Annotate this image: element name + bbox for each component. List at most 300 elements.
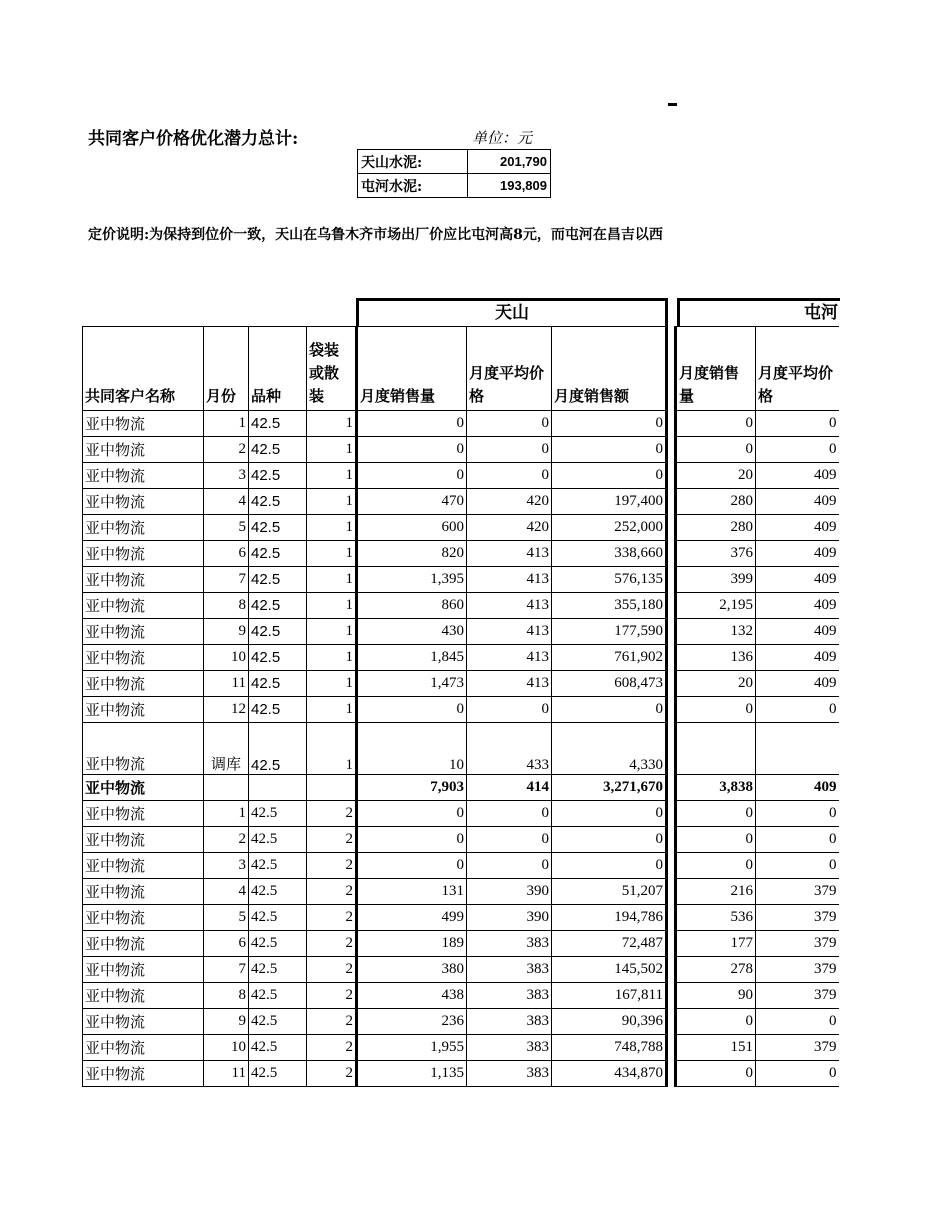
table-row xyxy=(83,463,839,489)
table-cell: 131 xyxy=(357,879,467,905)
table-cell xyxy=(249,775,307,801)
table-row xyxy=(83,697,839,723)
column-gap xyxy=(667,541,676,567)
table-cell: 0 xyxy=(467,437,552,463)
table-cell: 379 xyxy=(756,931,839,957)
table-cell: 7 xyxy=(204,957,249,983)
pricing-note: 定价说明:为保持到位价一致，天山在乌鲁木齐市场出厂价应比屯河高8元，而屯河在昌吉以西 xyxy=(88,227,663,243)
table-row xyxy=(83,723,839,775)
table-cell: 0 xyxy=(676,827,756,853)
table-cell: 20 xyxy=(676,671,756,697)
table-cell: 亚中物流 xyxy=(83,645,204,671)
table-cell: 380 xyxy=(357,957,467,983)
table-cell: 383 xyxy=(467,1035,552,1061)
table-cell: 0 xyxy=(676,853,756,879)
column-gap xyxy=(667,489,676,515)
table-cell: 0 xyxy=(357,853,467,879)
table-cell: 亚中物流 xyxy=(83,437,204,463)
table-cell: 亚中物流 xyxy=(83,1035,204,1061)
table-cell: 0 xyxy=(357,437,467,463)
table-cell: 0 xyxy=(676,437,756,463)
column-gap xyxy=(667,853,676,879)
table-cell: 42.5 xyxy=(249,801,307,827)
table-cell: 1 xyxy=(307,411,357,437)
table-cell: 1 xyxy=(307,515,357,541)
column-gap xyxy=(667,671,676,697)
unit-label: 单位：元 xyxy=(472,129,533,147)
table-cell: 调库 xyxy=(204,723,249,775)
table-cell: 499 xyxy=(357,905,467,931)
table-cell: 3,271,670 xyxy=(552,775,667,801)
table-cell: 1 xyxy=(307,437,357,463)
table-cell: 430 xyxy=(357,619,467,645)
column-gap xyxy=(667,827,676,853)
column-header: 月度平均价格 xyxy=(467,327,552,411)
table-cell: 236 xyxy=(357,1009,467,1035)
table-cell: 409 xyxy=(756,541,839,567)
table-cell: 亚中物流 xyxy=(83,697,204,723)
table-row xyxy=(83,801,839,827)
table-cell: 4,330 xyxy=(552,723,667,775)
column-gap xyxy=(667,1035,676,1061)
table-cell: 42.5 xyxy=(249,463,307,489)
table-cell: 399 xyxy=(676,567,756,593)
table-cell: 2 xyxy=(307,957,357,983)
table-cell: 409 xyxy=(756,775,839,801)
table-cell: 亚中物流 xyxy=(83,411,204,437)
table-cell xyxy=(204,775,249,801)
table-cell: 0 xyxy=(357,463,467,489)
table-cell: 1 xyxy=(307,723,357,775)
table-cell: 20 xyxy=(676,463,756,489)
table-cell: 0 xyxy=(552,411,667,437)
table-cell: 42.5 xyxy=(249,879,307,905)
table-cell: 0 xyxy=(756,801,839,827)
data-table xyxy=(82,326,839,1087)
table-cell: 9 xyxy=(204,619,249,645)
table-cell: 390 xyxy=(467,879,552,905)
table-cell: 亚中物流 xyxy=(83,827,204,853)
table-cell: 3 xyxy=(204,853,249,879)
table-cell: 0 xyxy=(756,1009,839,1035)
table-cell: 90,396 xyxy=(552,1009,667,1035)
table-cell: 42.5 xyxy=(249,827,307,853)
table-cell: 0 xyxy=(467,801,552,827)
table-cell: 383 xyxy=(467,983,552,1009)
column-gap xyxy=(667,931,676,957)
table-row xyxy=(83,879,839,905)
table-cell: 197,400 xyxy=(552,489,667,515)
table-cell: 0 xyxy=(467,853,552,879)
table-row xyxy=(83,957,839,983)
table-cell: 8 xyxy=(204,983,249,1009)
table-cell: 820 xyxy=(357,541,467,567)
table-cell: 51,207 xyxy=(552,879,667,905)
table-cell: 11 xyxy=(204,1061,249,1087)
table-cell: 亚中物流 xyxy=(83,489,204,515)
table-cell: 413 xyxy=(467,645,552,671)
table-cell: 383 xyxy=(467,957,552,983)
summary-table xyxy=(357,149,551,198)
page-title: 共同客户价格优化潜力总计: xyxy=(88,129,299,149)
table-row xyxy=(83,541,839,567)
table-cell: 2 xyxy=(307,827,357,853)
table-cell: 0 xyxy=(676,1061,756,1087)
table-cell: 860 xyxy=(357,593,467,619)
column-header: 品种 xyxy=(249,327,307,411)
table-cell: 761,902 xyxy=(552,645,667,671)
table-cell: 1,473 xyxy=(357,671,467,697)
table-cell: 5 xyxy=(204,905,249,931)
column-gap xyxy=(667,957,676,983)
table-cell: 42.5 xyxy=(249,541,307,567)
table-cell: 409 xyxy=(756,645,839,671)
table-cell: 42.5 xyxy=(249,593,307,619)
table-row xyxy=(83,411,839,437)
table-cell: 379 xyxy=(756,879,839,905)
table-cell: 390 xyxy=(467,905,552,931)
table-cell: 414 xyxy=(467,775,552,801)
table-cell: 0 xyxy=(357,801,467,827)
table-cell: 1 xyxy=(307,489,357,515)
table-cell: 6 xyxy=(204,541,249,567)
table-cell: 409 xyxy=(756,671,839,697)
table-cell: 0 xyxy=(552,463,667,489)
table-header-row xyxy=(83,327,839,411)
table-cell: 亚中物流 xyxy=(83,853,204,879)
table-row xyxy=(83,489,839,515)
table-cell: 9 xyxy=(204,1009,249,1035)
table-cell: 1,395 xyxy=(357,567,467,593)
table-cell: 2 xyxy=(204,827,249,853)
table-cell: 194,786 xyxy=(552,905,667,931)
table-cell: 409 xyxy=(756,593,839,619)
table-cell: 0 xyxy=(756,853,839,879)
table-cell: 409 xyxy=(756,463,839,489)
table-cell: 433 xyxy=(467,723,552,775)
table-cell: 0 xyxy=(467,697,552,723)
table-cell: 216 xyxy=(676,879,756,905)
table-cell: 409 xyxy=(756,489,839,515)
table-cell: 42.5 xyxy=(249,723,307,775)
table-cell: 42.5 xyxy=(249,931,307,957)
column-header: 月度销售额 xyxy=(552,327,667,411)
group-header-tianshan: 天山 xyxy=(356,298,668,326)
table-cell: 0 xyxy=(467,827,552,853)
column-header: 月度销售量 xyxy=(357,327,467,411)
table-cell: 2 xyxy=(307,801,357,827)
table-cell: 0 xyxy=(756,437,839,463)
table-cell: 278 xyxy=(676,957,756,983)
table-row xyxy=(83,1061,839,1087)
table-cell: 12 xyxy=(204,697,249,723)
table-cell: 亚中物流 xyxy=(83,671,204,697)
table-cell: 42.5 xyxy=(249,489,307,515)
column-gap xyxy=(667,437,676,463)
table-row xyxy=(83,437,839,463)
table-cell: 413 xyxy=(467,567,552,593)
table-cell: 189 xyxy=(357,931,467,957)
table-cell: 470 xyxy=(357,489,467,515)
table-cell: 亚中物流 xyxy=(83,905,204,931)
table-cell: 2 xyxy=(307,1061,357,1087)
table-cell: 0 xyxy=(676,801,756,827)
table-cell: 90 xyxy=(676,983,756,1009)
table-cell: 42.5 xyxy=(249,515,307,541)
table-cell: 1 xyxy=(307,619,357,645)
table-row xyxy=(83,931,839,957)
table-cell: 1 xyxy=(307,541,357,567)
table-cell: 167,811 xyxy=(552,983,667,1009)
table-row xyxy=(83,1035,839,1061)
table-cell: 177 xyxy=(676,931,756,957)
table-cell: 42.5 xyxy=(249,411,307,437)
column-gap xyxy=(667,645,676,671)
summary-value: 193,809 xyxy=(468,174,551,198)
table-row xyxy=(83,645,839,671)
table-cell: 42.5 xyxy=(249,983,307,1009)
table-cell: 379 xyxy=(756,957,839,983)
column-gap xyxy=(667,905,676,931)
table-cell: 4 xyxy=(204,489,249,515)
table-cell: 亚中物流 xyxy=(83,931,204,957)
column-header: 月份 xyxy=(204,327,249,411)
table-row xyxy=(83,1009,839,1035)
table-cell: 1 xyxy=(307,671,357,697)
table-cell: 2 xyxy=(307,853,357,879)
table-cell: 132 xyxy=(676,619,756,645)
table-cell: 0 xyxy=(552,437,667,463)
table-cell: 0 xyxy=(756,411,839,437)
table-row xyxy=(83,671,839,697)
table-cell: 252,000 xyxy=(552,515,667,541)
table-cell: 0 xyxy=(756,827,839,853)
table-cell: 10 xyxy=(357,723,467,775)
table-cell: 42.5 xyxy=(249,645,307,671)
table-cell: 383 xyxy=(467,1061,552,1087)
table-cell: 0 xyxy=(357,697,467,723)
table-cell: 413 xyxy=(467,593,552,619)
table-row xyxy=(83,515,839,541)
table-cell: 0 xyxy=(357,827,467,853)
column-gap xyxy=(667,1061,676,1087)
column-gap xyxy=(667,619,676,645)
table-cell: 0 xyxy=(552,801,667,827)
table-cell: 42.5 xyxy=(249,671,307,697)
table-cell: 42.5 xyxy=(249,619,307,645)
column-header: 月度销售量 xyxy=(676,327,756,411)
table-cell: 438 xyxy=(357,983,467,1009)
table-cell: 72,487 xyxy=(552,931,667,957)
table-row xyxy=(83,775,839,801)
column-gap xyxy=(667,723,676,775)
table-cell: 379 xyxy=(756,983,839,1009)
table-cell: 10 xyxy=(204,1035,249,1061)
column-gap xyxy=(667,775,676,801)
table-cell: 0 xyxy=(756,697,839,723)
column-gap xyxy=(667,411,676,437)
table-cell: 2 xyxy=(307,983,357,1009)
table-cell: 亚中物流 xyxy=(83,619,204,645)
table-cell: 3 xyxy=(204,463,249,489)
table-cell: 1,135 xyxy=(357,1061,467,1087)
table-cell: 376 xyxy=(676,541,756,567)
table-cell: 8 xyxy=(204,593,249,619)
table-cell: 338,660 xyxy=(552,541,667,567)
table-cell: 409 xyxy=(756,567,839,593)
table-cell: 0 xyxy=(756,1061,839,1087)
column-gap xyxy=(667,801,676,827)
table-row xyxy=(83,853,839,879)
summary-value: 201,790 xyxy=(468,150,551,174)
table-cell: 2,195 xyxy=(676,593,756,619)
table-cell: 1 xyxy=(307,697,357,723)
table-cell: 420 xyxy=(467,489,552,515)
table-cell: 409 xyxy=(756,515,839,541)
table-cell: 136 xyxy=(676,645,756,671)
table-cell: 2 xyxy=(307,1009,357,1035)
table-cell: 亚中物流 xyxy=(83,879,204,905)
summary-label: 屯河水泥: xyxy=(358,174,468,198)
table-cell: 383 xyxy=(467,931,552,957)
column-gap xyxy=(667,327,676,411)
table-cell: 42.5 xyxy=(249,1035,307,1061)
table-cell: 亚中物流 xyxy=(83,723,204,775)
table-cell xyxy=(756,723,839,775)
table-cell: 600 xyxy=(357,515,467,541)
table-cell: 亚中物流 xyxy=(83,463,204,489)
table-cell: 576,135 xyxy=(552,567,667,593)
table-cell: 355,180 xyxy=(552,593,667,619)
table-cell: 亚中物流 xyxy=(83,567,204,593)
table-cell: 383 xyxy=(467,1009,552,1035)
table-cell: 6 xyxy=(204,931,249,957)
table-cell: 0 xyxy=(552,853,667,879)
table-cell: 413 xyxy=(467,619,552,645)
table-cell: 608,473 xyxy=(552,671,667,697)
table-cell: 1,845 xyxy=(357,645,467,671)
table-cell: 0 xyxy=(467,463,552,489)
table-cell: 11 xyxy=(204,671,249,697)
table-cell: 42.5 xyxy=(249,437,307,463)
table-cell: 亚中物流 xyxy=(83,957,204,983)
table-cell: 1 xyxy=(307,567,357,593)
table-cell: 亚中物流 xyxy=(83,541,204,567)
column-header: 月度平均价格 xyxy=(756,327,839,411)
column-gap xyxy=(667,1009,676,1035)
table-cell: 0 xyxy=(676,411,756,437)
column-gap xyxy=(667,567,676,593)
table-cell: 亚中物流 xyxy=(83,801,204,827)
table-cell: 7,903 xyxy=(357,775,467,801)
table-cell: 0 xyxy=(552,827,667,853)
table-cell: 3,838 xyxy=(676,775,756,801)
table-cell: 7 xyxy=(204,567,249,593)
table-cell: 2 xyxy=(307,879,357,905)
table-cell: 177,590 xyxy=(552,619,667,645)
table-cell: 280 xyxy=(676,515,756,541)
column-gap xyxy=(667,463,676,489)
table-cell: 409 xyxy=(756,619,839,645)
table-cell: 42.5 xyxy=(249,697,307,723)
table-cell: 413 xyxy=(467,671,552,697)
table-row xyxy=(83,983,839,1009)
table-cell xyxy=(307,775,357,801)
table-cell: 1 xyxy=(307,463,357,489)
summary-row xyxy=(358,150,551,174)
table-cell: 亚中物流 xyxy=(83,775,204,801)
table-cell: 748,788 xyxy=(552,1035,667,1061)
table-row xyxy=(83,593,839,619)
table-cell: 379 xyxy=(756,1035,839,1061)
table-cell xyxy=(676,723,756,775)
summary-label: 天山水泥: xyxy=(358,150,468,174)
table-cell: 亚中物流 xyxy=(83,1061,204,1087)
table-row xyxy=(83,905,839,931)
column-gap xyxy=(667,515,676,541)
table-cell: 亚中物流 xyxy=(83,593,204,619)
table-cell: 145,502 xyxy=(552,957,667,983)
dash-mark xyxy=(668,103,677,106)
table-cell: 42.5 xyxy=(249,905,307,931)
table-cell: 0 xyxy=(552,697,667,723)
table-cell: 42.5 xyxy=(249,853,307,879)
table-cell: 434,870 xyxy=(552,1061,667,1087)
table-cell: 1 xyxy=(307,593,357,619)
table-cell: 42.5 xyxy=(249,957,307,983)
table-cell: 2 xyxy=(204,437,249,463)
table-cell: 5 xyxy=(204,515,249,541)
table-cell: 42.5 xyxy=(249,567,307,593)
table-cell: 亚中物流 xyxy=(83,983,204,1009)
table-cell: 4 xyxy=(204,879,249,905)
table-cell: 2 xyxy=(307,905,357,931)
table-cell: 420 xyxy=(467,515,552,541)
table-cell: 0 xyxy=(676,697,756,723)
table-row xyxy=(83,619,839,645)
table-cell: 1,955 xyxy=(357,1035,467,1061)
table-cell: 亚中物流 xyxy=(83,1009,204,1035)
table-cell: 536 xyxy=(676,905,756,931)
column-gap xyxy=(667,983,676,1009)
table-cell: 280 xyxy=(676,489,756,515)
table-cell: 2 xyxy=(307,931,357,957)
table-cell: 413 xyxy=(467,541,552,567)
table-row xyxy=(83,567,839,593)
column-gap xyxy=(667,697,676,723)
group-header-tunhe: 屯河 xyxy=(677,298,840,326)
table-row xyxy=(83,827,839,853)
table-cell: 10 xyxy=(204,645,249,671)
table-cell: 2 xyxy=(307,1035,357,1061)
table-cell: 42.5 xyxy=(249,1009,307,1035)
table-cell: 151 xyxy=(676,1035,756,1061)
table-cell: 1 xyxy=(204,411,249,437)
table-cell: 0 xyxy=(467,411,552,437)
table-cell: 亚中物流 xyxy=(83,515,204,541)
table-cell: 1 xyxy=(204,801,249,827)
column-header: 共同客户名称 xyxy=(83,327,204,411)
summary-row xyxy=(358,174,551,198)
table-cell: 42.5 xyxy=(249,1061,307,1087)
table-cell: 0 xyxy=(676,1009,756,1035)
column-gap xyxy=(667,593,676,619)
column-gap xyxy=(667,879,676,905)
table-cell: 379 xyxy=(756,905,839,931)
column-header: 袋装或散装 xyxy=(307,327,357,411)
table-cell: 0 xyxy=(357,411,467,437)
table-cell: 1 xyxy=(307,645,357,671)
